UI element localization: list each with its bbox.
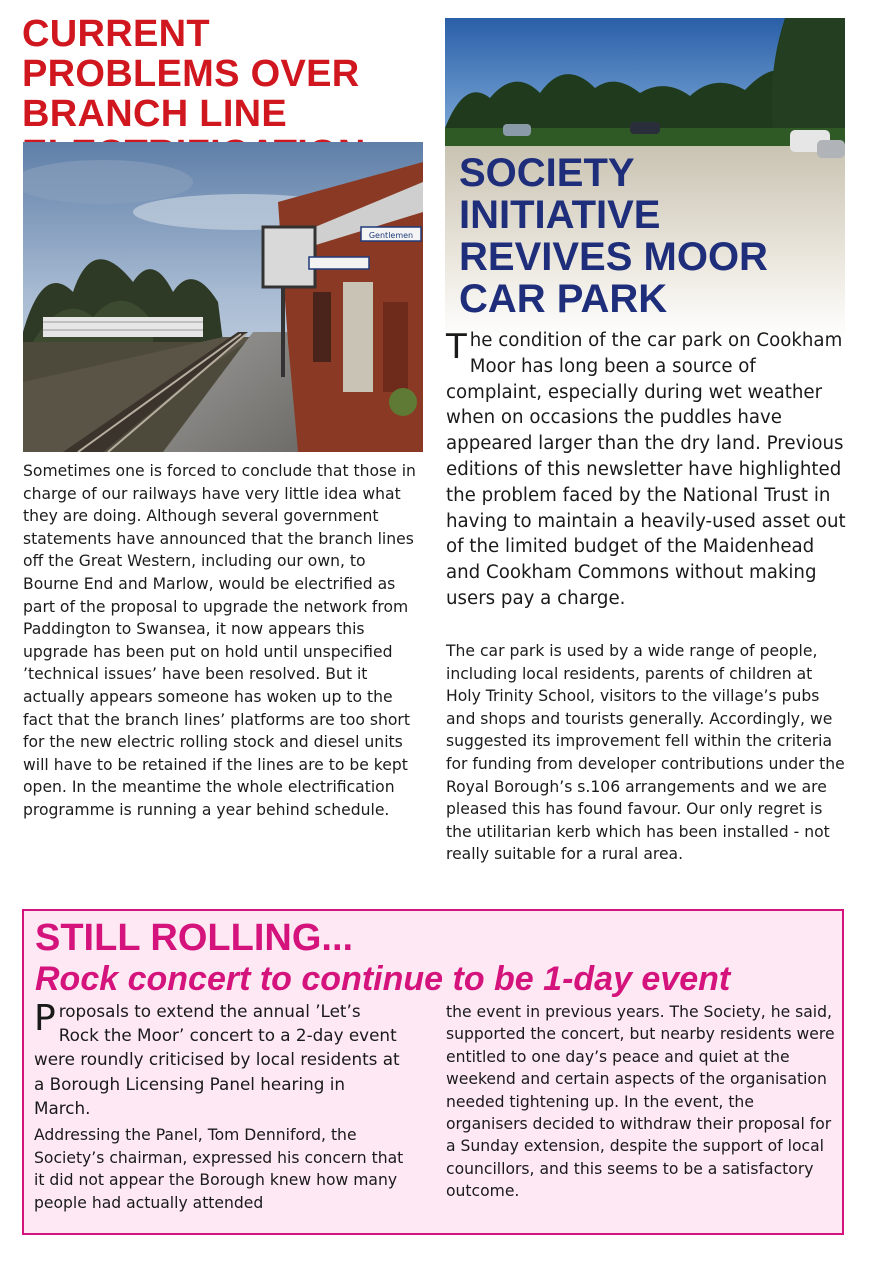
still-rolling-column-2: the event in previous years. The Society, he said, supported the concert, but nearby residents were entitled to one day’s peace and quiet at the weekend and certain aspects of the organisation needed tightening up. In the event, the organisers decided to withdraw their proposal for a Sunday extension, despite the support of local councillors, and this seems to be a satisfactory outcome. [446, 1003, 835, 1201]
still-rolling-title: STILL ROLLING... [35, 917, 354, 959]
still-rolling-column-1 [34, 999, 406, 1214]
still-rolling-box [22, 909, 844, 1235]
still-rolling-para-2: Addressing the Panel, Tom Denniford, the Society’s chairman, expressed his concern that it did not appear the Borough knew how many people had actually attended [34, 1126, 404, 1212]
left-article-body: Sometimes one is forced to conclude that those in charge of our railways have very little idea what they are doing. Although several government statements have announced that the branch lines off the Great Western, including our own, to Bourne End and Marlow, would be electrified as part of the proposal to upgrade the network from Paddington to Swansea, it now appears this upgrade has been put on hold until unspecified ’technical issues’ have been resolved. But it actually appears someone has woken up to the fact that the branch lines’ platforms are too short for the new electric rolling stock and diesel units will have to be retained if the lines are to be kept open. In the meantime the whole electrification programme is running a year behind schedule. [23, 462, 416, 819]
gentlemen-sign: Gentlemen [368, 231, 414, 240]
still-rolling-para-1 [34, 999, 406, 1120]
still-rolling-subtitle: Rock concert to continue to be 1-day event [35, 960, 731, 998]
railway-station-photo [23, 142, 423, 452]
dropcap-t: T [446, 327, 467, 367]
right-article-headline: SOCIETY INITIATIVE REVIVES MOOR CAR PARK [459, 151, 768, 321]
right-article-lead [446, 328, 848, 612]
right-article-body: The car park is used by a wide range of people, including local residents, parents of children at Holy Trinity School, visitors to the village’s pubs and shops and tourists generally. Accordingly, we suggested its improvement fell within the criteria for funding from developer contributions under the Royal Borough’s s.106 arrangements and we are pleased this has found favour. Our only regret is the utilitarian kerb which has been installed - not really suitable for a rural area. [446, 642, 845, 864]
left-article-headline: CURRENT PROBLEMS OVER BRANCH LINE [22, 13, 360, 135]
right-lead-text: he condition of the car park on Cookham Moor has long been a source of complaint, especially during wet weather when on occasions the puddles have appeared larger than the dry land. Previous editions of this newsletter have highlighted the problem faced by the National Trust in having to maintain a heavily-used asset out of the limited budget of the Maidenhead and Cookham Commons without making users pay a charge. [446, 330, 846, 609]
para-1-text: roposals to extend the annual ’Let’s Rock the Moor’ concert to a 2-day event were roundly criticised by local residents at a Borough Licensing Panel hearing in March. [34, 1001, 400, 1118]
dropcap-p: P [34, 998, 56, 1039]
